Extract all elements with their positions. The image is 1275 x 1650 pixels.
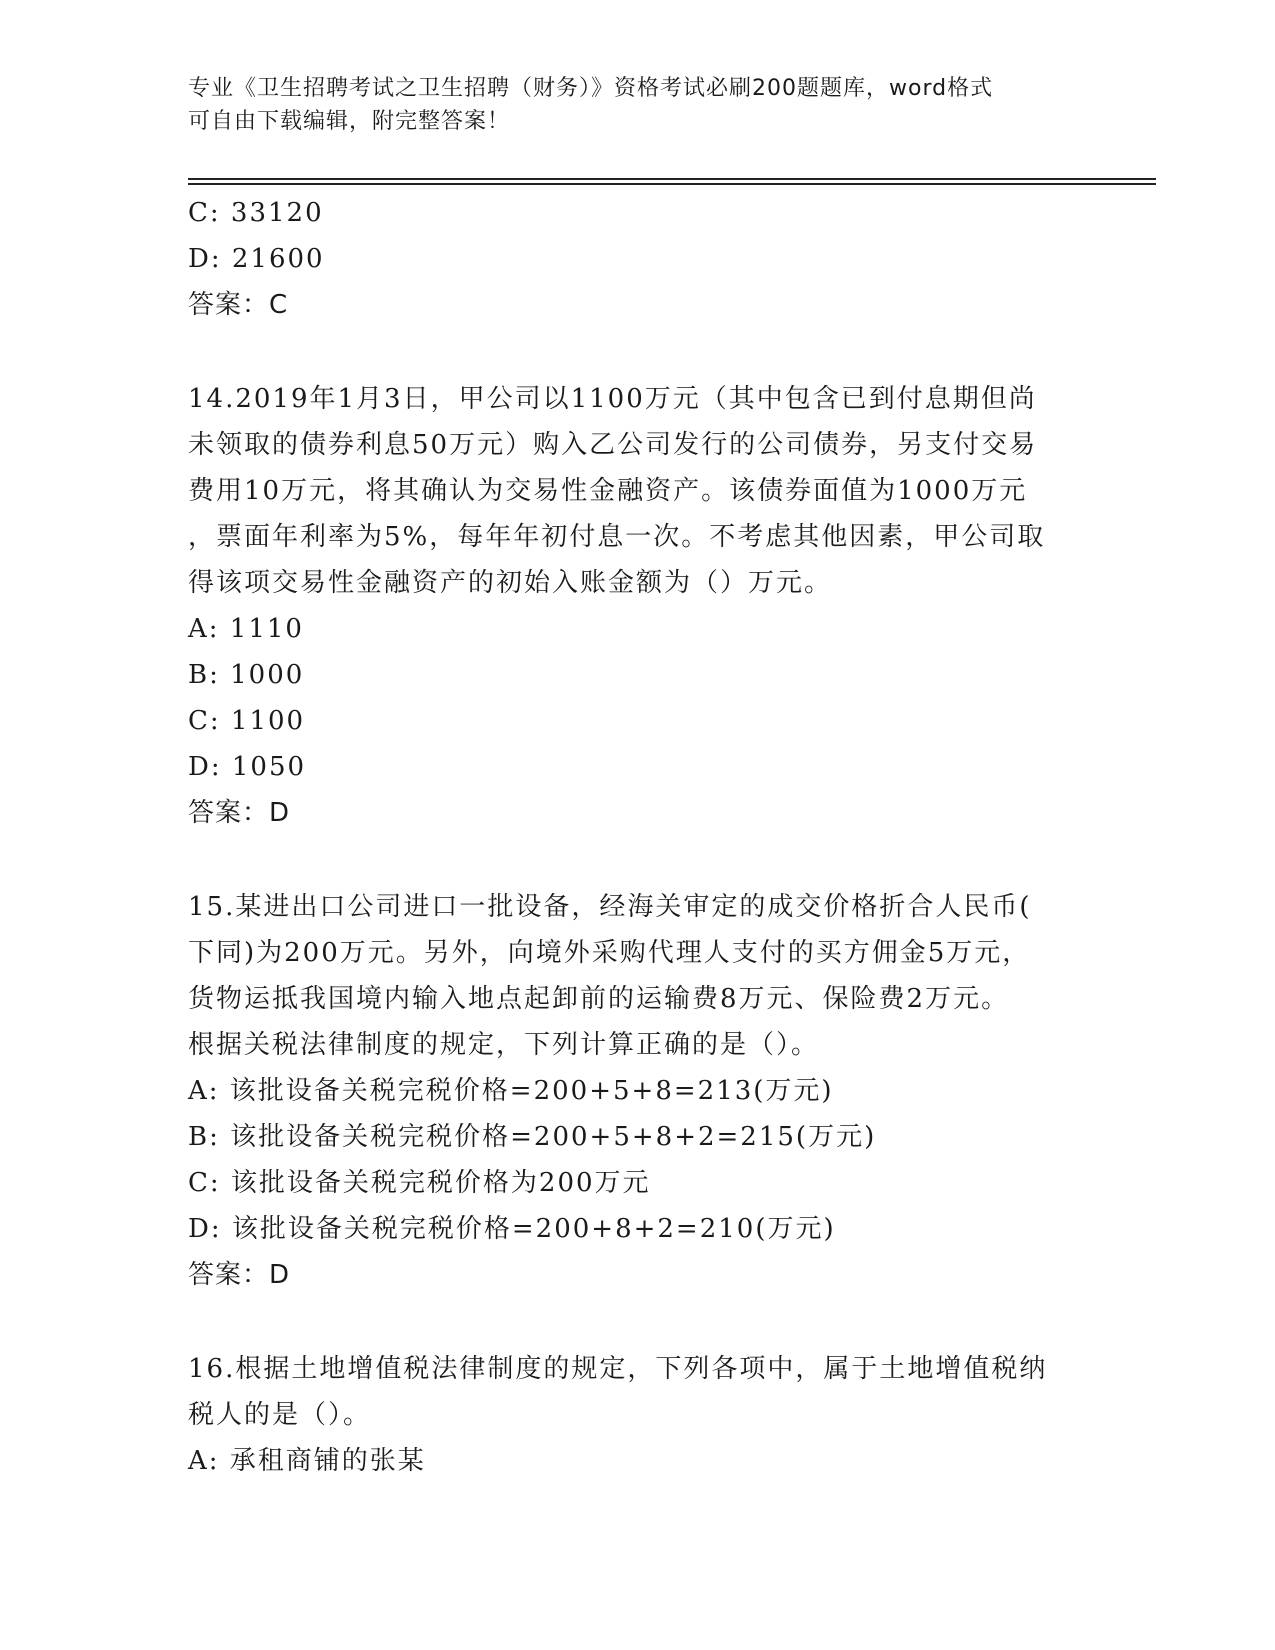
option-a: A: 该批设备关税完税价格=200+5+8=213(万元) <box>188 1076 834 1106</box>
option-c: C: 该批设备关税完税价格为200万元 <box>188 1168 651 1198</box>
question-text-line: 得该项交易性金融资产的初始入账金额为（）万元。 <box>188 568 833 598</box>
question-15 <box>188 884 1088 1298</box>
question-text-line: 税人的是（）。 <box>188 1400 372 1430</box>
question-text-line: 未领取的债券利息50万元）购入乙公司发行的公司债券，另支付交易 <box>188 430 1038 460</box>
option-d: D: 1050 <box>188 752 307 782</box>
prev-question-tail <box>188 190 1088 328</box>
header-rule-top <box>188 178 1156 180</box>
page-header <box>188 72 1088 138</box>
question-text-line: 货物运抵我国境内输入地点起卸前的运输费8万元、保险费2万元。 <box>188 984 1010 1014</box>
question-text-line: ，票面年利率为5%，每年年初付息一次。不考虑其他因素，甲公司取 <box>188 522 1046 552</box>
answer-line: 答案：C <box>188 290 289 320</box>
option-b: B: 该批设备关税完税价格=200+5+8+2=215(万元) <box>188 1122 877 1152</box>
question-text-line: 15.某进出口公司进口一批设备，经海关审定的成交价格折合人民币( <box>188 892 1032 922</box>
option-d: D: 21600 <box>188 244 325 274</box>
question-text-line: 16.根据土地增值税法律制度的规定，下列各项中，属于土地增值税纳 <box>188 1354 1048 1384</box>
question-text-line: 根据关税法律制度的规定，下列计算正确的是（）。 <box>188 1030 820 1060</box>
question-text-line: 费用10万元，将其确认为交易性金融资产。该债券面值为1000万元 <box>188 476 1028 506</box>
answer-line: 答案：D <box>188 1260 291 1290</box>
spacer <box>188 1298 1088 1346</box>
answer-line: 答案：D <box>188 798 291 828</box>
header-line-1: 专业《卫生招聘考试之卫生招聘（财务）》资格考试必刷200题题库，word格式 <box>188 76 994 101</box>
header-rule-bottom <box>188 183 1156 185</box>
option-d: D: 该批设备关税完税价格=200+8+2=210(万元) <box>188 1214 836 1244</box>
option-c: C: 1100 <box>188 706 306 736</box>
spacer <box>188 836 1088 884</box>
option-a: A: 1110 <box>188 614 304 644</box>
option-b: B: 1000 <box>188 660 305 690</box>
question-16 <box>188 1346 1088 1484</box>
document-body <box>188 190 1088 1484</box>
option-a: A: 承租商铺的张某 <box>188 1446 426 1476</box>
header-line-2: 可自由下载编辑，附完整答案！ <box>188 109 511 134</box>
question-text-line: 下同)为200万元。另外，向境外采购代理人支付的买方佣金5万元， <box>188 938 1031 968</box>
option-c: C: 33120 <box>188 198 324 228</box>
question-text-line: 14.2019年1月3日，甲公司以1100万元（其中包含已到付息期但尚 <box>188 384 1037 414</box>
spacer <box>188 328 1088 376</box>
question-14 <box>188 376 1088 836</box>
